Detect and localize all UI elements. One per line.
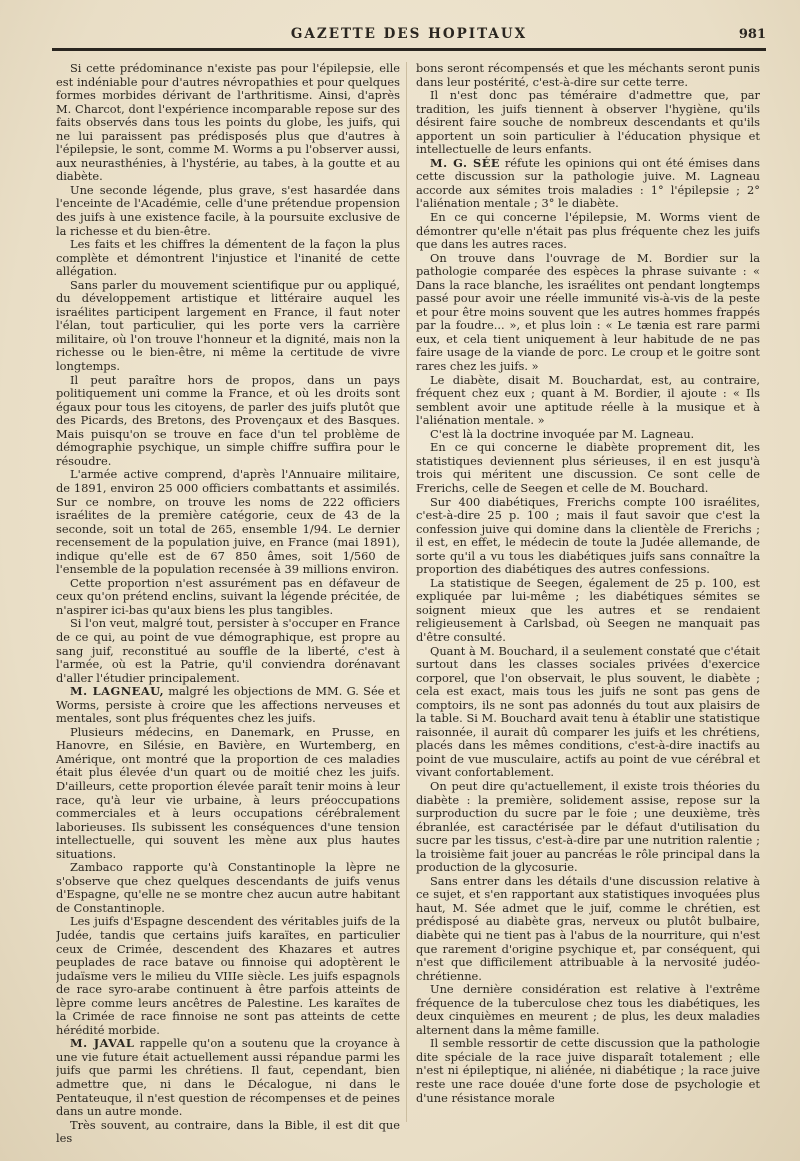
paragraph-text: Si cette prédominance n'existe pas pour l'épilepsie, elle est indéniable pour d'autres névropathies et pour quelques formes morbides dérivant de l'arthritisme. Ainsi, d'après M. Charcot, dont l'expérience incomparable repose sur des faits observés dans tous les points du globe, les juifs, qui ne lui paraissent pas prédisposés plus que d'autres à l'épilepsie, le sont, comme M. Worms a pu l'observer aussi, aux neurasthénies, à l'hystérie, au tabes, à la goutte et au diabète. [56, 62, 400, 184]
paragraph-text: Les faits et les chiffres la démentent de la façon la plus complète et démontrent l'injustice et l'inanité de cette allégation. [56, 237, 400, 279]
paragraph [56, 726, 400, 861]
paragraph-text: La statistique de Seegen, également de 25 p. 100, est expliquée par lui-même ; les diabétiques sémites se soignent mieux que les autres et se rendaient religieusement à Carlsbad, où Seegen ne manquait pas d'être consulté. [416, 575, 760, 644]
left-column [56, 62, 400, 1152]
paragraph [416, 89, 760, 157]
paragraph-text: Il peut paraître hors de propos, dans un pays politiquement uni comme la France, et où les droits sont égaux pour tous les citoyens, de parler des juifs plutôt que des Picards, des Bretons, des Provençaux et des Basques. Mais puisqu'on se trouve en face d'un tel problème de démographie psychique, un simple chiffre suffira pour le résoudre. [56, 372, 400, 468]
paragraph-text: Sans parler du mouvement scientifique pur ou appliqué, du développement artistique et littéraire auquel les israélites participent largement en France, il faut noter l'élan, tout particulier, qui les porte vers la carrière militaire, où l'on trouve l'honneur et la dignité, mais non la richesse ou le bien-être, ni même la certitude de vivre longtemps. [56, 277, 400, 374]
speaker-name: M. LAGNEAU, [70, 684, 165, 699]
speaker-name: M. G. SÉE [430, 155, 501, 170]
paragraph [56, 1037, 400, 1118]
paragraph [416, 983, 760, 1037]
page-header [52, 26, 766, 46]
paragraph-text: Si l'on veut, malgré tout, persister à s'occuper en France de ce qui, au point de vue démographique, est propre au sang juif, reconstitué au souffle de la liberté, c'est à l'armée, où est la Patrie, qu'il conviendra dorénavant d'aller l'étudier principalement. [56, 616, 400, 685]
journal-title: GAZETTE DES HOPITAUX [290, 26, 528, 42]
paragraph [416, 441, 760, 495]
paragraph [56, 1119, 400, 1146]
paragraph [56, 468, 400, 576]
header-rule [52, 48, 766, 51]
column-divider [406, 62, 407, 1122]
paragraph [416, 252, 760, 374]
paragraph [56, 374, 400, 469]
paragraph-text: Cette proportion n'est assurément pas en défaveur de ceux qu'on prétend enclins, suivant la légende précitée, de n'aspirer ici-bas qu'aux biens les plus tangibles. [56, 575, 400, 617]
paragraph [416, 428, 760, 442]
speaker-name: M. JAVAL [70, 1036, 135, 1051]
page-number: 981 [738, 27, 766, 42]
paragraph-text: L'armée active comprend, d'après l'Annuaire militaire, de 1891, environ 25 000 officiers combattants et assimilés. Sur ce nombre, on trouve les noms de 222 officiers israélites de la première catégorie, ceux de 43 de la seconde, soit un total de 265, ensemble 1/94. Le dernier recensement de la population juive, en France (mai 1891), indique qu'elle est de 67 850 âmes, soit 1/560 de l'ensemble de la population recensée à 39 millions environ. [56, 467, 400, 577]
paragraph-text: En ce qui concerne le diabète proprement dit, les statistiques deviennent plus sérieuses, il en est jusqu'à trois qui méritent une discussion. Ce sont celle de Frerichs, celle de Seegen et celle de M. Bouchard. [416, 440, 760, 495]
paragraph-text: On trouve dans l'ouvrage de M. Bordier sur la pathologie comparée des espèces la phrase suivante : « Dans la race blanche, les israélites ont pendant longtemps passé pour avoir une réelle immunité vis-à-vis de la peste et pour être moins souvent que les autres hommes frappés par la foudre... », et plus loin : « Le tænia est rare parmi eux, et cela tient uniquement à leur habitude de ne pas faire usage de la viande de porc. Le croup et le goitre sont rares chez les juifs. » [416, 250, 760, 374]
paragraph [416, 211, 760, 252]
paragraph [56, 62, 400, 184]
paragraph-text: Une dernière considération est relative à l'extrême fréquence de la tuberculose chez tous les diabétiques, les deux cinquièmes en meurent ; de plus, les deux maladies alternent dans la même famille. [416, 982, 760, 1037]
paragraph [416, 374, 760, 428]
paragraph-text: réfute les opinions qui ont été émises dans cette discussion sur la pathologie juive. M. Lagneau accorde aux sémites trois maladies : 1° l'épilepsie ; 2° l'aliénation mentale ; 3° le diabète. [416, 155, 760, 211]
paragraph-text: On peut dire qu'actuellement, il existe trois théories du diabète : la première, solidement assise, repose sur la surproduction du sucre par le foie ; une deuxième, très ébranlée, est caractérisée par le défaut d'utilisation du sucre par les tissus, c'est-à-dire par une nutrition ralentie ; la troisième fait jouer au pancréas le rôle principal dans la production de la glycosurie. [416, 778, 760, 875]
paragraph-text: Il semble ressortir de cette discussion que la pathologie dite spéciale de la race juive disparaît totalement ; elle n'est ni épileptique, ni aliénée, ni diabétique ; la race juive reste une race douée d'une forte dose de psychologie et d'une résistance morale [416, 1036, 760, 1105]
paragraph [416, 645, 760, 780]
paragraph-text: Très souvent, au contraire, dans la Bible, il est dit que les [56, 1117, 400, 1146]
paragraph-text: malgré les objections de MM. G. Sée et Worms, persiste à croire que les affections nerveuses et mentales, sont plus fréquentes chez les juifs. [56, 684, 400, 726]
paragraph-text: En ce qui concerne l'épilepsie, M. Worms vient de démontrer qu'elle n'était pas plus fréquente chez les juifs que dans les autres races. [416, 210, 760, 252]
paragraph-text: Sans entrer dans les détails d'une discussion relative à ce sujet, et s'en rapportant aux statistiques invoquées plus haut, M. Sée admet que le juif, comme le chrétien, est prédisposé au diabète gras, nerveux ou plutôt bulbaire, diabète qui ne tient pas à l'abus de la nourriture, qui n'est que rarement d'origine psychique et, par conséquent, qui n'est que difficilement attribuable à la nervosité judéo-chrétienne. [416, 873, 760, 983]
paragraph [56, 861, 400, 915]
paragraph [56, 915, 400, 1037]
paragraph [56, 184, 400, 238]
paragraph [56, 617, 400, 685]
paragraph-text: rappelle qu'on a soutenu que la croyance à une vie future était actuellement aussi répandue parmi les juifs que parmi les chrétiens. Il faut, cependant, bien admettre que, ni dans le Décalogue, ni dans le Pentateuque, il n'est question de récompenses et de peines dans un autre monde. [56, 1036, 400, 1119]
paragraph-text: Il n'est donc pas téméraire d'admettre que, par tradition, les juifs tiennent à observer l'hygiène, qu'ils désirent faire souche de nombreux descendants et qu'ils apportent un soin particulier à l'éducation physique et intellectuelle de leurs enfants. [416, 88, 760, 157]
paragraph [416, 780, 760, 875]
paragraph-text: C'est là la doctrine invoquée par M. Lagneau. [430, 426, 695, 441]
paragraph [416, 577, 760, 645]
paragraph-text: Plusieurs médecins, en Danemark, en Prusse, en Hanovre, en Silésie, en Bavière, en Wurtemberg, en Amérique, ont montré que la proportion de ces maladies était plus élevée d'un quart ou de moitié chez les juifs. D'ailleurs, cette proportion élevée paraît tenir moins à leur race, qu'à leur vie urbaine, à leurs préoccupations commerciales et à leurs occupations cérébralement laborieuses. Ils subissent les conséquences d'une tension intellectuelle, qui souvent les mène aux plus hautes situations. [56, 724, 400, 861]
paragraph [56, 685, 400, 726]
paragraph-text: Le diabète, disait M. Bouchardat, est, au contraire, fréquent chez eux ; quant à M. Bordier, il ajoute : « Ils semblent avoir une aptitude réelle à la musique et à l'aliénation mentale. » [416, 372, 760, 428]
paragraph [416, 875, 760, 983]
paragraph [56, 279, 400, 374]
paragraph [56, 577, 400, 618]
paragraph [56, 238, 400, 279]
paragraph [416, 157, 760, 211]
paragraph-text: Sur 400 diabétiques, Frerichs compte 100 israélites, c'est-à-dire 25 p. 100 ; mais il faut savoir que c'est la confession juive qui domine dans la clientèle de Frerichs ; il est, en effet, le médecin de toute la Judée allemande, de sorte qu'il a vu tous les diabétiques juifs sans connaître la proportion des diabétiques des autres confessions. [416, 494, 760, 577]
paragraph-text: Une seconde légende, plus grave, s'est hasardée dans l'enceinte de l'Académie, celle d'une prétendue propension des juifs à une existence facile, à la poursuite exclusive de la richesse et du bien-être. [56, 182, 400, 238]
paragraph-text: Les juifs d'Espagne descendent des véritables juifs de la Judée, tandis que certains juifs karaïtes, en particulier ceux de Crimée, descendent des Khazares et autres peuplades de race batave ou finnoise qui adoptèrent le judaïsme vers le milieu du VIIIe siècle. Les juifs espagnols de race syro-arabe continuent à être parfois atteints de lèpre comme leurs ancêtres de Palestine. Les karaïtes de la Crimée de race finnoise ne sont pas atteints de cette hérédité morbide. [56, 914, 400, 1037]
paragraph-text: Quant à M. Bouchard, il a seulement constaté que c'était surtout dans les classes sociales privées d'exercice corporel, que l'on observait, le plus souvent, le diabète ; cela est exact, mais tous les juifs ne sont pas gens de comptoirs, ils ne sont pas adonnés du tout aux plaisirs de la table. Si M. Bouchard avait tenu à établir une statistique raisonnée, il aurait dû comparer les juifs et les chrétiens, placés dans les mêmes conditions, c'est-à-dire inactifs au point de vue musculaire, actifs au point de vue cérébral et vivant confortablement. [416, 643, 760, 780]
paragraph-text: Zambaco rapporte qu'à Constantinople la lèpre ne s'observe que chez quelques descendants de juifs venus d'Espagne, qu'elle ne se montre chez aucun autre habitant de Constantinople. [56, 860, 400, 915]
paragraph [416, 496, 760, 577]
right-column [416, 62, 760, 1152]
paragraph [416, 62, 760, 89]
paragraph [416, 1037, 760, 1105]
paragraph-text: bons seront récompensés et que les méchants seront punis dans leur postérité, c'est-à-dire sur cette terre. [416, 62, 760, 89]
